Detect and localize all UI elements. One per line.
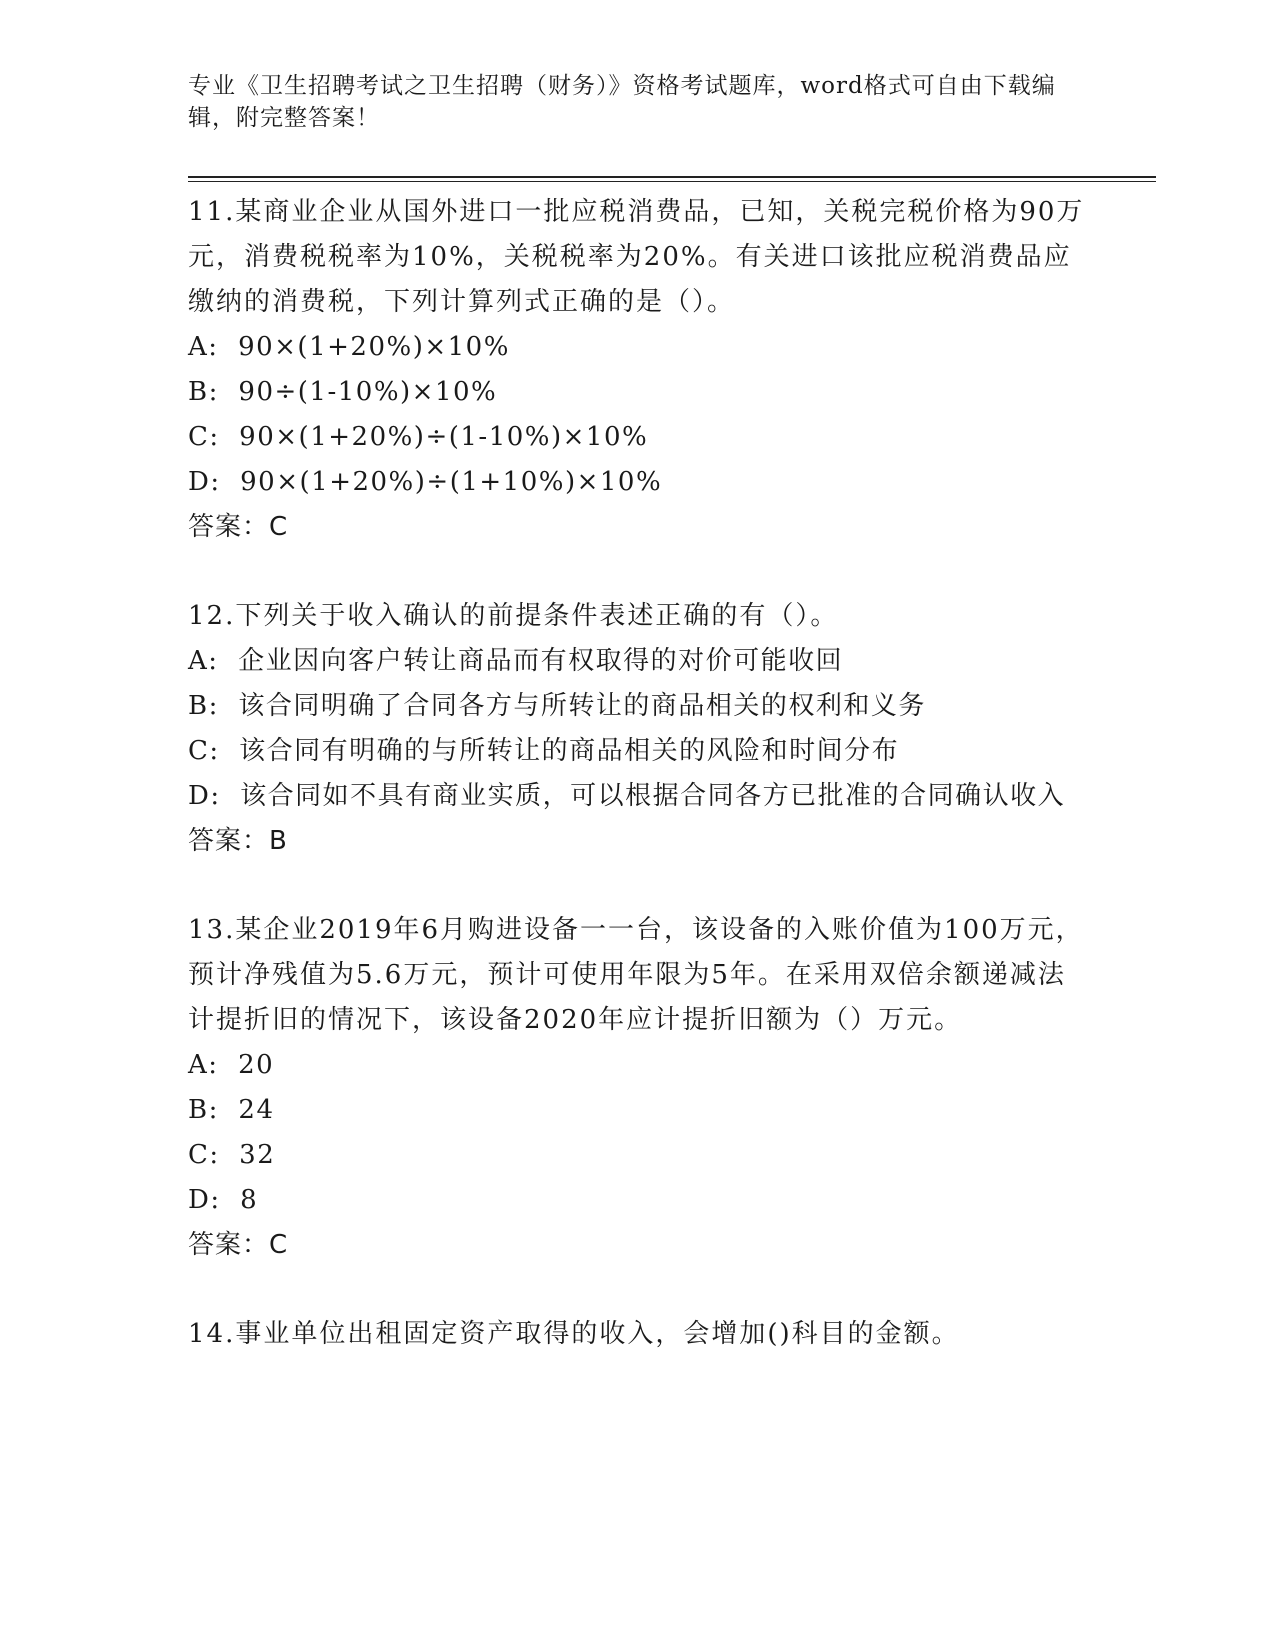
option-d: D: 8 [188, 1185, 259, 1215]
question-stem: 11.某商业企业从国外进口一批应税消费品，已知，关税完税价格为90万元，消费税税率为10%，关税税率为20%。有关进口该批应税消费品应缴纳的消费税，下列计算列式正确的是（）。 [188, 197, 1085, 317]
option-b: B: 24 [188, 1095, 275, 1125]
question-14 [188, 1312, 1088, 1357]
option-a: A: 90×(1+20%)×10% [188, 332, 510, 362]
option-c: C: 32 [188, 1140, 276, 1170]
header-divider-thick [188, 176, 1156, 178]
question-12 [188, 594, 1088, 864]
answer-label: 答案：C [188, 1230, 289, 1260]
answer-label: 答案：B [188, 826, 288, 856]
option-c: C: 该合同有明确的与所转让的商品相关的风险和时间分布 [188, 736, 900, 766]
answer-label: 答案：C [188, 512, 289, 542]
question-stem: 13.某企业2019年6月购进设备一一台，该设备的入账价值为100万元，预计净残值为5.6万元，预计可使用年限为5年。在采用双倍余额递减法计提折旧的情况下，该设备2020年应计提折旧额为（）万元。 [188, 915, 1084, 1035]
document-header: 专业《卫生招聘考试之卫生招聘（财务）》资格考试题库，word格式可自由下载编辑，附完整答案！ [188, 73, 1056, 131]
question-stem: 12.下列关于收入确认的前提条件表述正确的有（）。 [188, 601, 839, 631]
option-c: C: 90×(1+20%)÷(1-10%)×10% [188, 422, 649, 452]
option-b: B: 该合同明确了合同各方与所转让的商品相关的权利和义务 [188, 691, 926, 721]
option-a: A: 20 [188, 1050, 275, 1080]
option-d: D: 该合同如不具有商业实质，可以根据合同各方已批准的合同确认收入 [188, 781, 1066, 811]
question-13 [188, 908, 1088, 1268]
option-b: B: 90÷(1-10%)×10% [188, 377, 498, 407]
option-a: A: 企业因向客户转让商品而有权取得的对价可能收回 [188, 646, 844, 676]
header-divider-thin [188, 181, 1156, 182]
question-list [188, 190, 1088, 1401]
question-11 [188, 190, 1088, 550]
question-stem: 14.事业单位出租固定资产取得的收入，会增加()科目的金额。 [188, 1319, 960, 1349]
option-d: D: 90×(1+20%)÷(1+10%)×10% [188, 467, 663, 497]
